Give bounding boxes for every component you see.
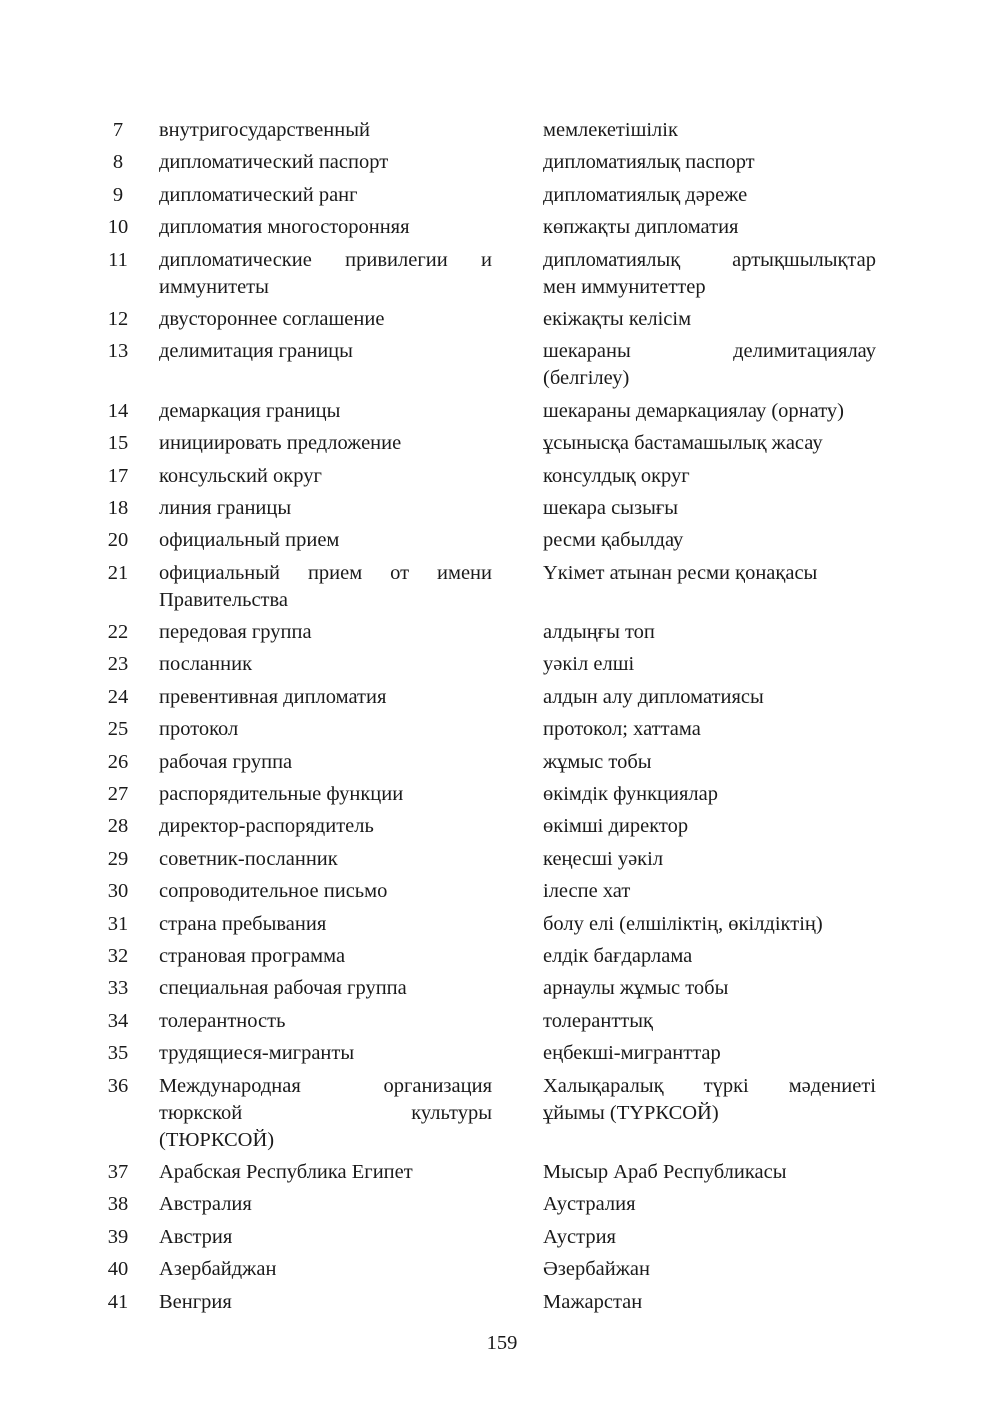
- entry-number: 8: [112, 151, 124, 174]
- glossary-row: [104, 214, 909, 241]
- entry-number: 28: [107, 815, 129, 838]
- glossary-row: [104, 1289, 909, 1316]
- russian-term: Австрия: [159, 1225, 233, 1248]
- entry-number: 15: [107, 432, 129, 455]
- kazakh-term: уәкіл елші: [543, 653, 635, 676]
- glossary-row: [104, 846, 909, 873]
- kazakh-term: өкімдік функциялар: [543, 783, 718, 806]
- kazakh-term: көпжақты дипломатия: [543, 216, 739, 239]
- russian-term: трудящиеся-мигранты: [159, 1042, 355, 1065]
- russian-term: директор-распорядитель: [159, 815, 374, 838]
- glossary-row: [104, 943, 909, 970]
- kazakh-term: алдыңғы топ: [543, 621, 655, 644]
- glossary-table: [104, 117, 909, 1321]
- entry-number: 26: [107, 750, 129, 773]
- kazakh-term: Мысыр Араб Республикасы: [543, 1160, 787, 1183]
- kazakh-term-line: Халықаралық түркі мәдениеті: [543, 1074, 876, 1097]
- glossary-row: [104, 1224, 909, 1251]
- entry-number: 23: [107, 653, 129, 676]
- russian-term: толерантность: [159, 1009, 286, 1032]
- russian-term: Арабская Республика Египет: [159, 1160, 413, 1183]
- glossary-row: [104, 398, 909, 425]
- kazakh-term: арнаулы жұмыс тобы: [543, 977, 729, 1000]
- entry-number: 33: [107, 977, 129, 1000]
- page-number: 159: [486, 1332, 518, 1354]
- glossary-row: [104, 117, 909, 144]
- russian-term: страновая программа: [159, 944, 346, 967]
- glossary-row: [104, 813, 909, 840]
- glossary-row: [104, 1191, 909, 1218]
- glossary-row: [104, 619, 909, 646]
- glossary-row: [104, 495, 909, 522]
- entry-number: 40: [107, 1258, 129, 1281]
- entry-number: 18: [107, 496, 129, 519]
- kazakh-term: дипломатиялық дәреже: [543, 183, 748, 206]
- kazakh-term-line: шекараны делимитациялау: [543, 340, 876, 363]
- kazakh-term: [543, 247, 876, 301]
- russian-term: передовая группа: [159, 621, 312, 644]
- entry-number: 37: [107, 1160, 129, 1183]
- kazakh-term: елдік бағдарлама: [543, 944, 693, 967]
- russian-term: внутригосударственный: [159, 119, 370, 141]
- russian-term: дипломатия многосторонняя: [159, 216, 410, 239]
- entry-number: 31: [107, 912, 129, 935]
- kazakh-term: ілеспе хат: [543, 880, 631, 903]
- russian-term-line: тюркской культуры: [159, 1101, 492, 1124]
- russian-term: инициировать предложение: [159, 432, 402, 455]
- russian-term-line: (ТЮРКСОЙ): [159, 1128, 275, 1151]
- entry-number: 32: [107, 944, 129, 967]
- entry-number: 39: [107, 1225, 129, 1248]
- russian-term: [159, 247, 492, 301]
- glossary-row: [104, 781, 909, 808]
- kazakh-term: Мажарстан: [543, 1290, 643, 1313]
- kazakh-term: Аустралия: [543, 1193, 636, 1216]
- entry-number: 20: [107, 529, 129, 552]
- kazakh-term: мемлекетішілік: [543, 119, 678, 141]
- kazakh-term: дипломатиялық паспорт: [543, 151, 755, 174]
- kazakh-term: протокол; хаттама: [543, 718, 701, 741]
- kazakh-term: еңбекші-мигранттар: [543, 1042, 721, 1065]
- kazakh-term-line: дипломатиялық артықшылықтар: [543, 248, 876, 271]
- entry-number: 29: [107, 847, 129, 870]
- glossary-row: [104, 430, 909, 457]
- kazakh-term: жұмыс тобы: [543, 750, 652, 773]
- kazakh-term-line: (белгілеу): [543, 367, 630, 390]
- kazakh-term: ұсынысқа бастамашылық жасау: [543, 432, 823, 455]
- glossary-row: [104, 651, 909, 678]
- glossary-row: [104, 878, 909, 905]
- russian-term: демаркация границы: [159, 399, 341, 422]
- entry-number: 24: [107, 685, 129, 708]
- glossary-row: [104, 1073, 909, 1154]
- entry-number: 14: [107, 399, 129, 422]
- russian-term: Венгрия: [159, 1290, 232, 1313]
- russian-term: [159, 560, 492, 614]
- russian-term-line: иммунитеты: [159, 275, 269, 298]
- glossary-row: [104, 911, 909, 938]
- russian-term-line: Международная организация: [159, 1074, 492, 1097]
- glossary-row: [104, 1040, 909, 1067]
- russian-term: сопроводительное письмо: [159, 880, 388, 903]
- entry-number: 36: [107, 1074, 129, 1097]
- russian-term-line: официальный прием от имени: [159, 561, 492, 584]
- entry-number: 27: [107, 783, 129, 806]
- kazakh-term: Аустрия: [543, 1225, 616, 1248]
- russian-term: официальный прием: [159, 529, 340, 552]
- entry-number: 11: [108, 248, 128, 271]
- kazakh-term: [543, 1073, 876, 1127]
- russian-term: рабочая группа: [159, 750, 293, 773]
- russian-term: делимитация границы: [159, 340, 353, 363]
- glossary-row: [104, 975, 909, 1002]
- russian-term: Австралия: [159, 1193, 252, 1216]
- glossary-row: [104, 182, 909, 209]
- kazakh-term: [543, 338, 876, 392]
- russian-term: дипломатический ранг: [159, 183, 358, 206]
- russian-term: Азербайджан: [159, 1258, 277, 1281]
- glossary-row: [104, 527, 909, 554]
- russian-term: двустороннее соглашение: [159, 307, 385, 330]
- entry-number: 13: [107, 340, 129, 363]
- entry-number: 22: [107, 621, 129, 644]
- glossary-row: [104, 1159, 909, 1186]
- entry-number: 35: [107, 1042, 129, 1065]
- kazakh-term: Үкімет атынан ресми қонақасы: [543, 561, 818, 584]
- entry-number: 10: [107, 216, 129, 239]
- kazakh-term: екіжақты келісім: [543, 307, 692, 330]
- kazakh-term: толеранттық: [543, 1009, 653, 1032]
- kazakh-term: шекара сызығы: [543, 496, 679, 519]
- glossary-row: [104, 749, 909, 776]
- entry-number: 30: [107, 880, 129, 903]
- glossary-row: [104, 149, 909, 176]
- kazakh-term: өкімші директор: [543, 815, 689, 838]
- russian-term: распорядительные функции: [159, 783, 404, 806]
- entry-number: 9: [112, 183, 124, 206]
- entry-number: 21: [107, 561, 129, 584]
- russian-term: дипломатический паспорт: [159, 151, 389, 174]
- russian-term: специальная рабочая группа: [159, 977, 407, 1000]
- russian-term: страна пребывания: [159, 912, 327, 935]
- glossary-row: [104, 338, 909, 392]
- glossary-row: [104, 560, 909, 614]
- russian-term-line: дипломатические привилегии и: [159, 248, 492, 271]
- kazakh-term: шекараны демаркациялау (орнату): [543, 399, 844, 422]
- kazakh-term: консулдық округ: [543, 464, 690, 487]
- kazakh-term: болу елі (елшіліктің, өкілдіктің): [543, 912, 823, 935]
- glossary-row: [104, 1256, 909, 1283]
- kazakh-term-line: ұйымы (ТҮРКСОЙ): [543, 1101, 719, 1124]
- kazakh-term: ресми қабылдау: [543, 529, 684, 552]
- russian-term: консульский округ: [159, 464, 322, 487]
- russian-term: протокол: [159, 718, 239, 741]
- russian-term: [159, 1073, 492, 1154]
- glossary-row: [104, 463, 909, 490]
- glossary-row: [104, 1008, 909, 1035]
- entry-number: 17: [107, 464, 129, 487]
- russian-term: посланник: [159, 653, 253, 676]
- kazakh-term-line: мен иммунитеттер: [543, 275, 706, 298]
- entry-number: 25: [107, 718, 129, 741]
- russian-term: превентивная дипломатия: [159, 685, 387, 708]
- entry-number: 12: [107, 307, 129, 330]
- russian-term: линия границы: [159, 496, 292, 519]
- russian-term-line: Правительства: [159, 588, 289, 611]
- glossary-row: [104, 247, 909, 301]
- kazakh-term: Әзербайжан: [543, 1258, 650, 1281]
- entry-number: 7: [112, 119, 124, 141]
- kazakh-term: кеңесші уәкіл: [543, 847, 664, 870]
- entry-number: 38: [107, 1193, 129, 1216]
- glossary-row: [104, 306, 909, 333]
- glossary-row: [104, 684, 909, 711]
- kazakh-term: алдын алу дипломатиясы: [543, 685, 764, 708]
- entry-number: 41: [107, 1290, 129, 1313]
- entry-number: 34: [107, 1009, 129, 1032]
- russian-term: советник-посланник: [159, 847, 338, 870]
- glossary-row: [104, 716, 909, 743]
